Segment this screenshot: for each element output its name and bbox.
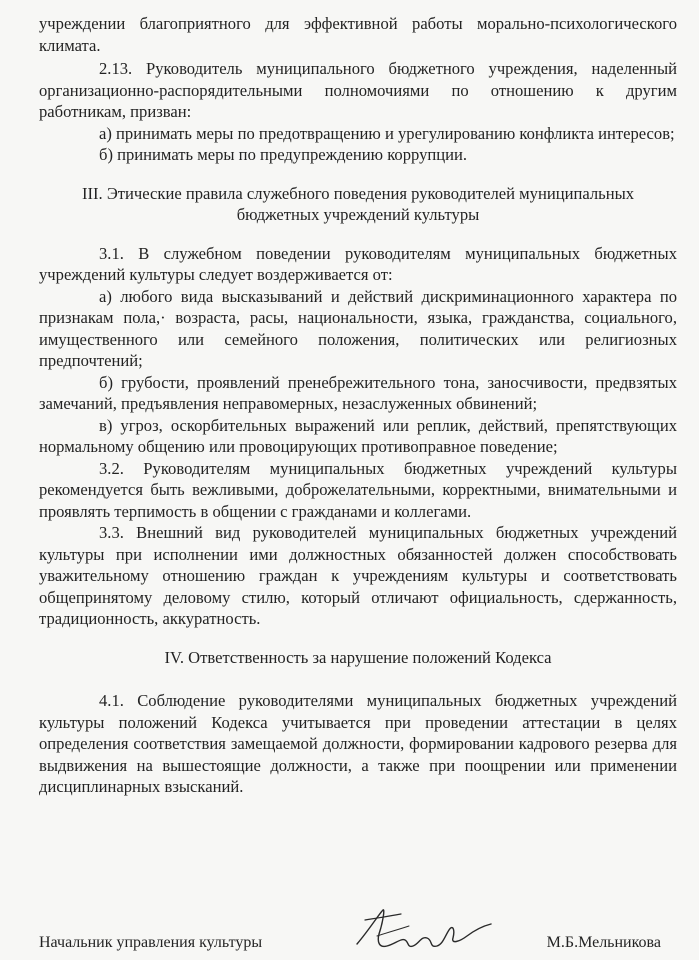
paragraph-4-1: 4.1. Соблюдение руководителями муниципальных бюджетных учреждений культуры положений Кодекса учитывается при проведении аттестации в целях определения соответствия замещаемой должности, формировании кадрового резерва для выдвижения на вышестоящие должности, а также при поощрении или применении дисциплинарных взысканий. [39, 691, 677, 796]
paragraph-3-1-c: в) угроз, оскорбительных выражений или реплик, действий, препятствующих нормальному общению или провоцирующих противоправное поведение; [39, 415, 677, 456]
paragraph-3-1: 3.1. В служебном поведении руководителям муниципальных бюджетных учреждений культуры следует воздерживается от: [39, 243, 677, 284]
section-3-heading-line-2: бюджетных учреждений культуры [236, 205, 480, 224]
signatory-title: Начальник управления культуры [39, 934, 263, 951]
paragraph-3-1-b: б) грубости, проявлений пренебрежительного тона, заносчивости, предвзятых замечаний, предъявления неправомерных, незаслуженных обвинений; [39, 372, 677, 413]
signatory-name: М.Б.Мельникова [546, 934, 661, 951]
paragraph-3-3: 3.3. Внешний вид руководителей муниципальных бюджетных учреждений культуры при исполнении ими должностных обязанностей должен способствовать уважительному отношению граждан к учреждениям культуры и соответствовать общепринятому деловому стилю, который отличают официальность, сдержанность, традиционность, аккуратность. [39, 523, 677, 628]
signature-block [39, 900, 661, 960]
paragraph-2-13-b: б) принимать меры по предупреждению коррупции. [99, 145, 468, 164]
section-3-heading-line-1: III. Этические правила служебного поведения руководителей муниципальных [81, 183, 635, 203]
handwritten-signature [349, 900, 499, 960]
paragraph-2-13-a: а) принимать меры по предотвращению и урегулированию конфликта интересов; [99, 123, 675, 143]
section-4-heading: IV. Ответственность за нарушение положений Кодекса [164, 647, 552, 667]
paragraph-3-1-a: а) любого вида высказываний и действий дискриминационного характера по признакам пола,· возраста, расы, национальности, языка, гражданства, социального, имущественного или семейного положения, политических или религиозных предпочтений; [39, 286, 677, 370]
paragraph-2-13: 2.13. Руководитель муниципального бюджетного учреждения, наделенный организационно-распорядительными полномочиями по отношению к другим работникам, призван: [39, 59, 677, 121]
paragraph-continuation: учреждении благоприятного для эффективной работы морально-психологического климата. [39, 14, 677, 55]
paragraph-3-2: 3.2. Руководителям муниципальных бюджетных учреждений культуры рекомендуется быть вежливыми, доброжелательными, корректными, внимательными и проявлять терпимость в общении с гражданами и коллегами. [39, 458, 677, 521]
section-3-heading [39, 183, 677, 226]
